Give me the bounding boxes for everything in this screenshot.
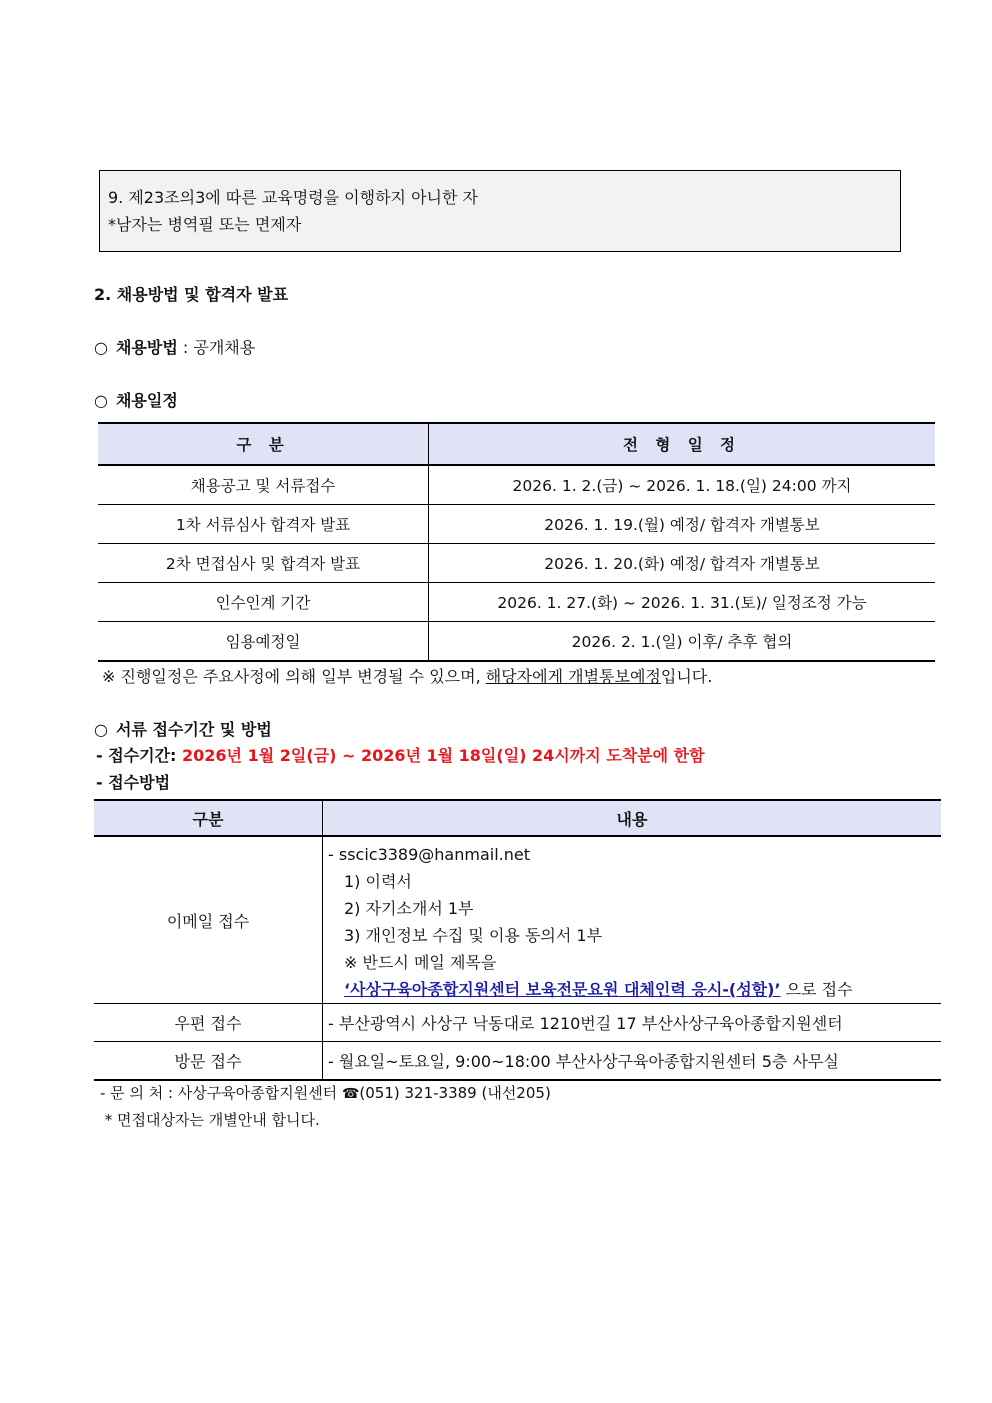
table-row [94, 1004, 941, 1042]
schedule-note [102, 664, 712, 687]
table-row [94, 1042, 941, 1081]
table-row [94, 836, 941, 1004]
table-row [98, 505, 935, 544]
schedule-cell-category: 인수인계 기간 [98, 583, 429, 622]
visit-content: - 월요일~토요일, 9:00~18:00 부산사상구육아종합지원센터 5층 사무실 [323, 1042, 942, 1081]
schedule-label: 채용일정 [115, 391, 178, 410]
interview-note: * 면접대상자는 개별안내 합니다. [100, 1111, 320, 1129]
application-heading [94, 717, 272, 740]
hiring-method-label: 채용방법 [115, 338, 178, 357]
contact-line [100, 1080, 551, 1107]
schedule-cell-date: 2026. 1. 20.(화) 예정/ 합격자 개별통보 [429, 544, 936, 583]
schedule-cell-date: 2026. 1. 2.(금) ~ 2026. 1. 18.(일) 24:00 까지 [429, 465, 936, 505]
schedule-cell-category: 1차 서류심사 합격자 발표 [98, 505, 429, 544]
email-subject-suffix: 으로 접수 [780, 980, 853, 999]
circle-bullet-icon: ○ [94, 338, 108, 357]
contact-prefix: - 문 의 처 : 사상구육아종합지원센터 [100, 1084, 342, 1102]
schedule-cell-category: 채용공고 및 서류접수 [98, 465, 429, 505]
schedule-cell-date: 2026. 1. 27.(화) ~ 2026. 1. 31.(토)/ 일정조정 가능 [429, 583, 936, 622]
email-item-3: 3) 개인정보 수집 및 이용 동의서 1부 [344, 926, 603, 945]
schedule-cell-date: 2026. 2. 1.(일) 이후/ 추후 협의 [429, 622, 936, 662]
note-suffix: 입니다. [660, 667, 713, 686]
note-prefix: ※ 진행일정은 주요사정에 의해 일부 변경될 수 있으며, [102, 667, 486, 686]
circle-bullet-icon: ○ [94, 720, 108, 739]
application-method-label: - 접수방법 [96, 773, 171, 792]
eligibility-line-2: *남자는 병역필 또는 면제자 [108, 215, 302, 234]
eligibility-box [99, 170, 901, 252]
email-address: - sscic3389@hanmail.net [328, 845, 530, 864]
schedule-col-category: 구 분 [98, 423, 429, 465]
schedule-cell-category: 2차 면접심사 및 합격자 발표 [98, 544, 429, 583]
table-row [98, 544, 935, 583]
method-col-content: 내용 [323, 800, 942, 836]
application-period-label: - 접수기간: [96, 746, 183, 765]
footer [100, 1080, 551, 1133]
post-content: - 부산광역시 사상구 낙동대로 1210번길 17 부산사상구육아종합지원센터 [323, 1004, 942, 1042]
table-row [98, 583, 935, 622]
contact-phone: (051) 321-3389 (내선205) [359, 1084, 551, 1102]
email-content [323, 836, 942, 1004]
schedule-col-date: 전 형 일 정 [429, 423, 936, 465]
schedule-heading [94, 388, 178, 411]
eligibility-line-1: 9. 제23조의3에 따른 교육명령을 이행하지 아니한 자 [108, 188, 478, 207]
application-label: 서류 접수기간 및 방법 [115, 720, 272, 739]
schedule-cell-date: 2026. 1. 19.(월) 예정/ 합격자 개별통보 [429, 505, 936, 544]
note-underlined: 해당자에게 개별통보예정 [485, 667, 661, 686]
email-subject-line [328, 976, 941, 1003]
phone-icon: ☎ [341, 1086, 360, 1102]
application-period-line [96, 743, 705, 766]
table-row [98, 465, 935, 505]
table-header-row [94, 800, 941, 836]
method-col-category: 구분 [94, 800, 323, 836]
schedule-cell-category: 임용예정일 [98, 622, 429, 662]
post-label: 우편 접수 [94, 1004, 323, 1042]
email-item-1: 1) 이력서 [344, 872, 412, 891]
circle-bullet-icon: ○ [94, 391, 108, 410]
table-header-row [98, 423, 935, 465]
schedule-table [98, 422, 935, 662]
section-title: 2. 채용방법 및 합격자 발표 [94, 285, 289, 304]
table-row [98, 622, 935, 662]
email-item-2: 2) 자기소개서 1부 [344, 899, 474, 918]
email-label: 이메일 접수 [94, 836, 323, 1004]
email-subject-format: ‘사상구육아종합지원센터 보육전문요원 대체인력 응시-(성함)’ [344, 980, 781, 999]
method-table [94, 799, 941, 1081]
visit-label: 방문 접수 [94, 1042, 323, 1081]
hiring-method-line [94, 335, 255, 358]
hiring-method-value: : 공개채용 [177, 338, 256, 357]
application-period-value: 2026년 1월 2일(금) ~ 2026년 1월 18일(일) 24시까지 도착분에 한함 [182, 746, 705, 765]
email-item-4: ※ 반드시 메일 제목을 [344, 953, 497, 972]
